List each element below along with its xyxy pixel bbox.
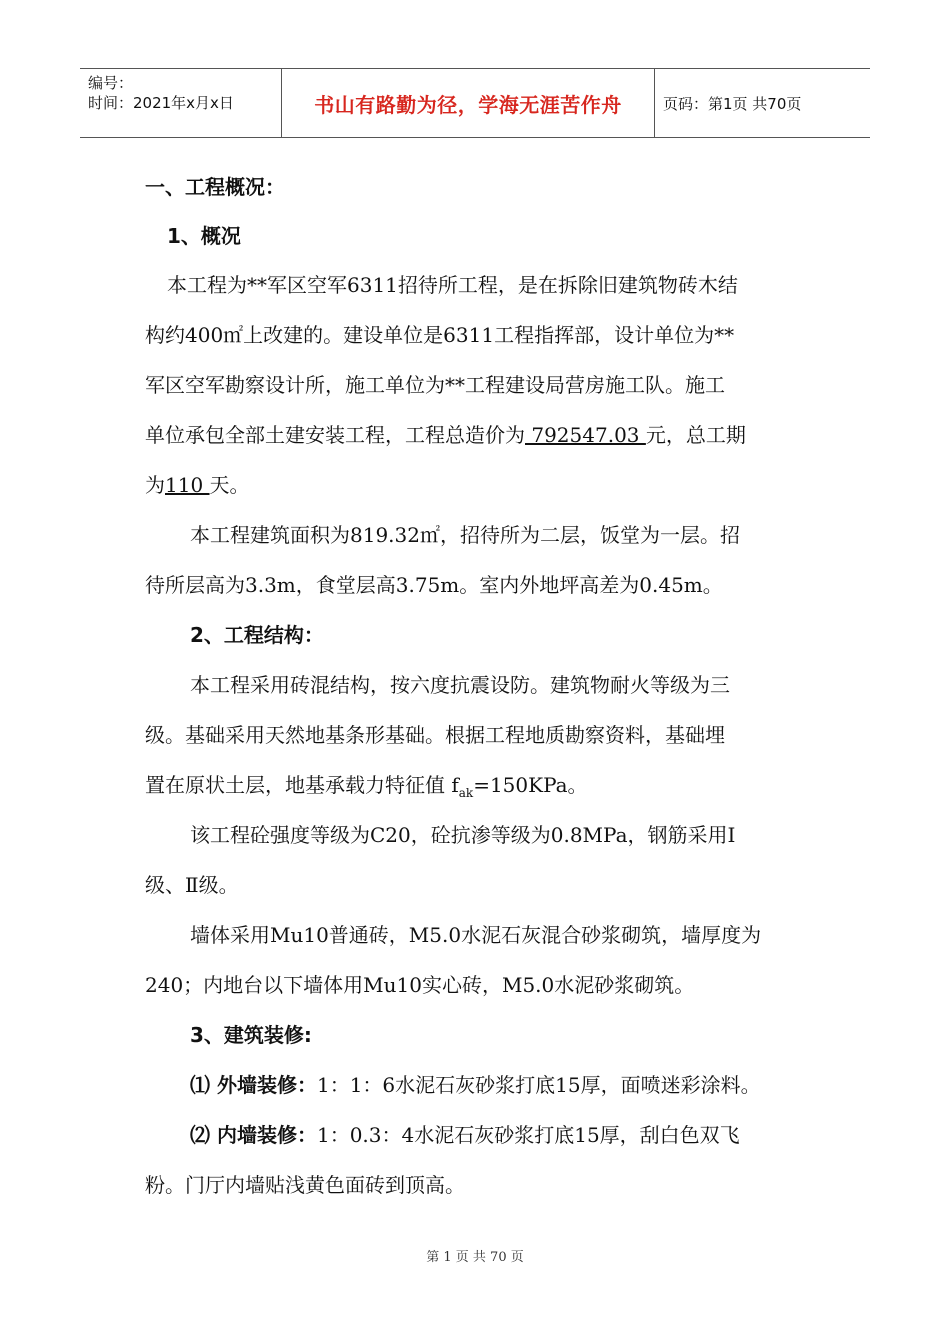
text-span: 单位承包全部土建安装工程，工程总造价为 xyxy=(145,423,525,447)
subheading-overview: 1、概况 xyxy=(167,224,241,248)
paragraph-line xyxy=(190,1120,740,1150)
subscript: ak xyxy=(458,786,474,800)
paragraph-line: 级、Ⅱ级。 xyxy=(145,873,239,897)
paragraph-line: 级。基础采用天然地基条形基础。根据工程地质勘察资料，基础埋 xyxy=(145,723,725,747)
paragraph-line xyxy=(145,470,250,500)
paragraph-line xyxy=(145,420,746,450)
paragraph-line: 待所层高为3.3m，食堂层高3.75m。室内外地坪高差为0.45m。 xyxy=(145,573,723,597)
paragraph-line: 粉。门厅内墙贴浅黄色面砖到顶高。 xyxy=(145,1173,465,1197)
text-span: 置在原状土层，地基承载力特征值 f xyxy=(145,773,459,797)
text-span: 1：1：6水泥石灰砂浆打底15厚，面喷迷彩涂料。 xyxy=(316,1073,761,1097)
page-footer: 第 1 页 共 70 页 xyxy=(426,1250,524,1265)
header-motto: 书山有路勤为径，学海无涯苦作舟 xyxy=(282,69,655,137)
duration-value: 110 xyxy=(165,473,210,497)
text-span: =150KPa。 xyxy=(473,773,588,797)
paragraph-line xyxy=(145,770,588,808)
paragraph-line: 本工程为**军区空军6311招待所工程，是在拆除旧建筑物砖木结 xyxy=(167,273,738,297)
total-cost-value: 792547.03 xyxy=(525,423,646,447)
header-page-number: 页码：第1页 共70页 xyxy=(663,94,802,113)
item-label: ⑵ 内墙装修： xyxy=(190,1123,317,1147)
paragraph-line: 该工程砼强度等级为C20，砼抗渗等级为0.8MPa，钢筋采用Ⅰ xyxy=(190,823,736,847)
paragraph-line: 本工程建筑面积为819.32㎡，招待所为二层，饭堂为一层。招 xyxy=(190,523,740,547)
text-span: 1：0.3：4水泥石灰砂浆打底15厚，刮白色双飞 xyxy=(316,1123,740,1147)
subheading-structure: 2、工程结构： xyxy=(190,623,324,647)
paragraph-line: 墙体采用Mu10普通砖，M5.0水泥石灰混合砂浆砌筑，墙厚度为 xyxy=(190,923,762,947)
paragraph-line: 军区空军勘察设计所，施工单位为**工程建设局营房施工队。施工 xyxy=(145,373,725,397)
paragraph-line xyxy=(190,1070,761,1100)
section-heading-overview: 一、工程概况： xyxy=(145,175,285,199)
item-label: ⑴ 外墙装修： xyxy=(190,1073,317,1097)
text-span: 为 xyxy=(145,473,165,497)
doc-number-label: 编号： xyxy=(88,74,134,92)
page-header xyxy=(80,68,870,138)
header-meta xyxy=(80,69,282,137)
doc-date-label: 时间：2021年x月x日 xyxy=(88,94,234,112)
paragraph-line: 构约400㎡上改建的。建设单位是6311工程指挥部，设计单位为** xyxy=(145,323,735,347)
text-span: 天。 xyxy=(209,473,250,497)
text-span: 元，总工期 xyxy=(645,423,746,447)
paragraph-line: 本工程采用砖混结构，按六度抗震设防。建筑物耐火等级为三 xyxy=(190,673,730,697)
subheading-decoration: 3、建筑装修: xyxy=(190,1023,312,1047)
paragraph-line: 240；内地台以下墙体用Mu10实心砖，M5.0水泥砂浆砌筑。 xyxy=(145,973,695,997)
